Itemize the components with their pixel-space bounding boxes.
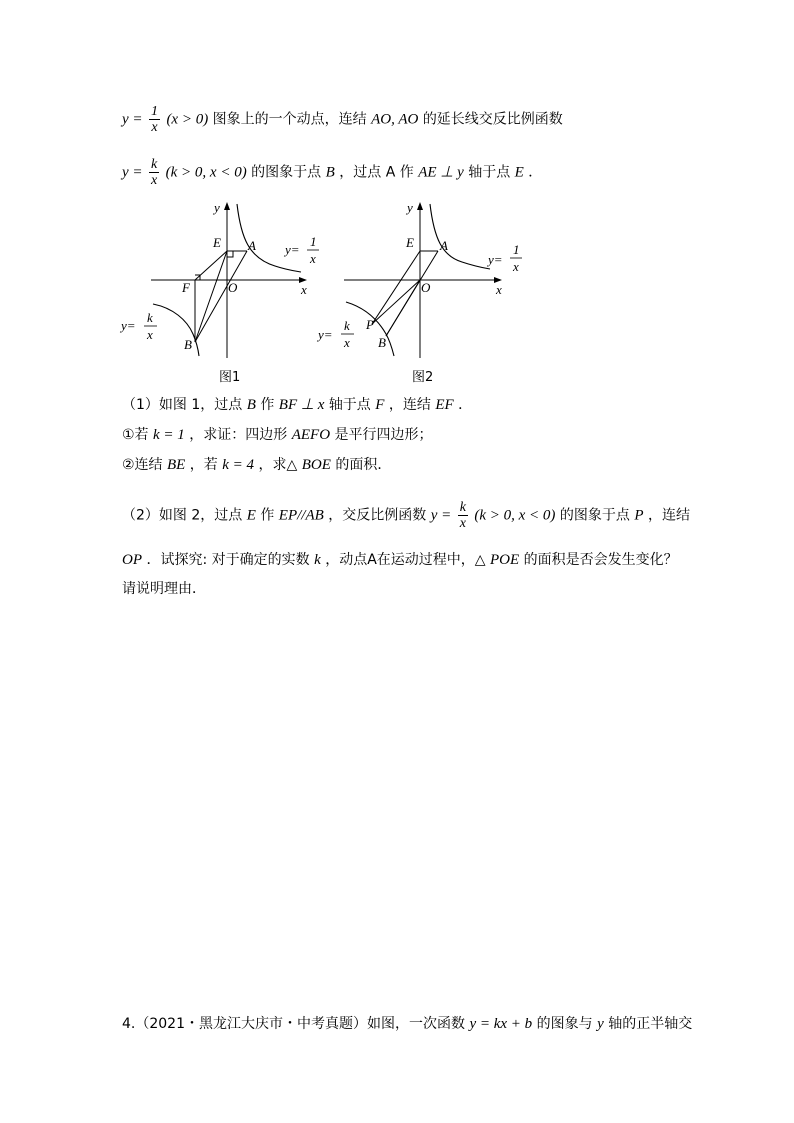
text: ，过点 [339,164,382,181]
segment-op: OP [122,552,142,568]
fraction-k-over-x: $\frac{k}{x}$ [459,500,466,531]
curve-right-den: x [513,259,519,274]
label-y: y [407,200,413,215]
curve-left-den: x [344,335,350,350]
label-y: y [214,200,220,215]
label-e: E [406,235,414,250]
sub2-label: ②连结 [122,457,163,473]
intro-tail: 的延长线交反比例函数 [422,111,563,128]
intro-line-1 [122,104,563,135]
text: 的图象与 [536,1016,593,1032]
segment-ef: EF [435,397,454,413]
label-p: P [366,317,374,332]
label-o: O [228,280,238,295]
math-ep-parallel: EP//AB [278,507,324,524]
text: 的面积是否会发生变化？ [523,552,678,568]
part2-line-2 [122,550,678,570]
curve-left-eq: y= [121,318,136,333]
label-a: A [248,238,256,253]
label-f: F [182,280,190,295]
math-k1: k = 1 [153,427,185,443]
sub1-line [122,425,432,445]
curve-left-num: k [147,310,153,325]
part2-label: （2）如图 2，过点 [122,507,243,524]
part2-line-1 [122,500,690,531]
text: ，交反比例函数 [328,507,427,524]
text: ，动点A在运动过程中，△ [325,552,486,568]
text: 的面积． [335,457,392,473]
curve-right-num: 1 [310,234,317,249]
point-a: A [385,164,396,181]
math-linear: y = kx + b [469,1016,533,1032]
text: 轴的正半轴交 [608,1016,693,1032]
label-e: E [213,235,221,250]
text: ，连结 [647,507,690,524]
math-k4: k = 4 [222,457,255,473]
sub1-label: ①若 [122,427,149,443]
text: 的图象于点 [251,164,322,181]
figure-1-caption: 图1 [219,370,241,385]
text: ． [528,164,543,181]
q4-line [122,1014,692,1034]
eq-y: y = [122,164,143,181]
figure-1 [115,198,325,388]
point-p: P [634,507,644,524]
label-o: O [421,280,431,295]
point-b: B [325,164,335,181]
text: ．试探究: 对于确定的实数 [146,552,310,568]
part2-line-3 [122,579,206,599]
point-b: B [246,397,256,413]
curve-right-den: x [310,251,316,266]
text: 轴于点 [328,397,371,413]
var-k: k [314,552,321,568]
text: 作 [260,397,275,413]
part1-label: （1）如图 1，过点 [122,397,243,413]
curve-left-den: x [147,327,153,342]
text: ，求△ [258,457,298,473]
label-x: x [301,282,307,297]
q4-text: 4.（2021・黑龙江大庆市・中考真题）如图，一次函数 [122,1016,465,1032]
condition: (x > 0) [166,111,209,128]
triangle-poe: POE [490,552,520,568]
label-b: B [378,335,386,350]
point-f: F [375,397,385,413]
eq-y: y = [122,111,143,128]
math-ae-perp: AE ⊥ y [418,164,464,181]
eq-y: y = [430,507,452,524]
text: ，若 [189,457,218,473]
curve-right-num: 1 [513,242,520,257]
label-a: A [440,238,448,253]
point-e: E [246,507,256,524]
sub2-line [122,455,391,475]
figure-2 [312,198,532,388]
label-x: x [496,282,502,297]
math-ao: AO, AO [371,111,419,128]
label-b: B [184,337,192,352]
part1-line [122,395,472,415]
text: 请说明理由． [122,581,206,597]
text: 的图象于点 [559,507,630,524]
text: 轴于点 [468,164,511,181]
var-y: y [597,1016,604,1032]
intro-line-2 [122,157,542,188]
curve-right-eq: y= [285,242,300,257]
intro-text: 图象上的一个动点，连结 [212,111,367,128]
math-bf-perp: BF ⊥ x [278,397,325,413]
curve-left-num: k [344,318,350,333]
curve-right-eq: y= [488,252,503,267]
text: 作 [399,164,414,181]
triangle-boe: BOE [301,457,331,473]
text: ． [458,397,473,413]
condition: (k > 0, x < 0) [474,507,556,524]
point-e: E [514,164,524,181]
text: ，求证：四边形 [189,427,288,443]
text: ，连结 [388,397,431,413]
segment-be: BE [167,457,186,473]
curve-left-eq: y= [318,327,333,342]
text: 作 [260,507,275,524]
quad-aefo: AEFO [291,427,331,443]
figure-2-caption: 图2 [412,370,434,385]
fraction-1-over-x: $\frac{1}{x}$ [150,104,158,135]
text: 是平行四边形； [334,427,433,443]
condition: (k > 0, x < 0) [165,164,247,181]
fraction-k-over-x: $\frac{k}{x}$ [150,157,158,188]
